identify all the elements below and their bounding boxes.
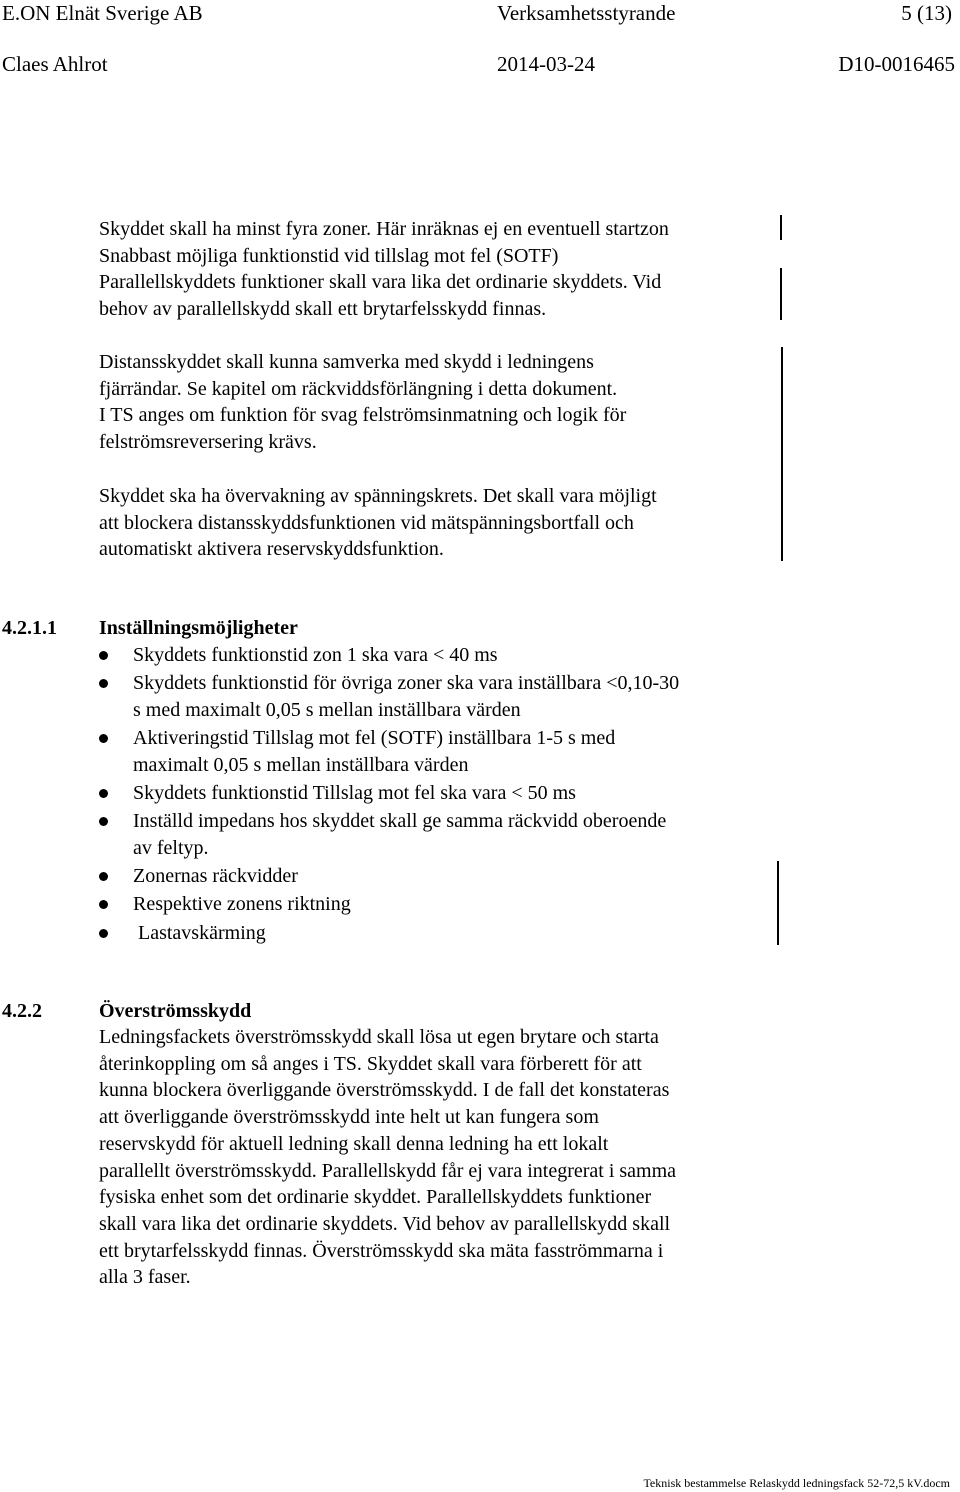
text-line: Ledningsfackets överströmsskydd skall lösa ut egen brytare och starta xyxy=(99,1026,659,1048)
text-line: alla 3 faser. xyxy=(99,1266,191,1289)
change-bar xyxy=(780,268,782,320)
text-line: återinkoppling om så anges i TS. Skyddet skall vara förberett för att xyxy=(99,1052,642,1075)
settings-list xyxy=(99,642,679,946)
text-line: skall vara lika det ordinarie skyddets. Vid behov av parallellskydd skall xyxy=(99,1212,671,1235)
document-id: D10-0016465 xyxy=(838,52,955,76)
text-line: ett brytarfelsskydd finnas. Överströmsskydd ska mäta fasströmmarna i xyxy=(99,1239,664,1262)
text-line: Distansskyddet skall kunna samverka med skydd i ledningens xyxy=(99,351,594,373)
change-bar xyxy=(777,861,779,945)
paragraph-overcurrent xyxy=(99,1024,676,1291)
text-line: kunna blockera överliggande överströmsskydd. I de fall det konstateras xyxy=(99,1079,670,1102)
company-name: E.ON Elnät Sverige AB xyxy=(2,1,203,25)
text-line: Skyddet skall ha minst fyra zoner. Här inräknas ej en eventuell startzon xyxy=(99,218,669,240)
list-item: Lastavskärming xyxy=(99,920,679,947)
change-bar xyxy=(781,347,783,561)
paragraph-zones xyxy=(99,216,669,323)
footer-filename: Teknisk bestammelse Relaskydd ledningsfack 52-72,5 kV.docm xyxy=(643,1476,950,1490)
text-line: I TS anges om funktion för svag felströmsinmatning och logik för xyxy=(99,404,627,427)
section-number: 4.2.2 xyxy=(2,1000,42,1022)
bullet-icon xyxy=(99,929,108,938)
list-item: Aktiveringstid Tillslag mot fel (SOTF) inställbara 1-5 s med maximalt 0,05 s mellan inställbara värden xyxy=(99,725,679,778)
text-line: behov av parallellskydd skall ett brytarfelsskydd finnas. xyxy=(99,298,547,321)
text-line: Skyddet ska ha övervakning av spänningskrets. Det skall vara möjligt xyxy=(99,485,657,507)
section-title: Inställningsmöjligheter xyxy=(99,617,298,639)
list-item: Skyddets funktionstid zon 1 ska vara < 40 ms xyxy=(99,642,679,669)
paragraph-voltage-supervision xyxy=(99,483,657,563)
author: Claes Ahlrot xyxy=(2,52,108,76)
document-date: 2014-03-24 xyxy=(497,52,595,76)
department: Verksamhetsstyrande xyxy=(497,1,676,25)
text-line: automatiskt aktivera reservskyddsfunktion. xyxy=(99,538,444,561)
section-number: 4.2.1.1 xyxy=(2,617,57,639)
list-item: Skyddets funktionstid Tillslag mot fel ska vara < 50 ms xyxy=(99,780,679,807)
text-line: att blockera distansskyddsfunktionen vid mätspänningsbortfall och xyxy=(99,511,634,534)
text-line: parallellt överströmsskydd. Parallellskydd får ej vara integrerat i samma xyxy=(99,1159,677,1182)
list-item: Skyddets funktionstid för övriga zoner ska vara inställbara <0,10-30 s med maximalt 0,05 s mellan inställbara värden xyxy=(99,670,679,723)
bullet-icon xyxy=(99,734,108,743)
bullet-icon xyxy=(99,817,108,826)
paragraph-teleprotection xyxy=(99,349,626,456)
text-line: Parallellskyddets funktioner skall vara lika det ordinarie skyddets. Vid xyxy=(99,271,662,294)
bullet-icon xyxy=(99,872,108,881)
bullet-icon xyxy=(99,900,108,909)
bullet-icon xyxy=(99,789,108,798)
text-line: reservskydd för aktuell ledning skall denna ledning ha ett lokalt xyxy=(99,1132,609,1155)
bullet-icon xyxy=(99,679,108,688)
section-title: Överströmsskydd xyxy=(99,1000,252,1022)
list-item: Respektive zonens riktning xyxy=(99,891,679,918)
list-item: Inställd impedans hos skyddet skall ge samma räckvidd oberoende av feltyp. xyxy=(99,808,679,861)
text-line: Snabbast möjliga funktionstid vid tillslag mot fel (SOTF) xyxy=(99,244,559,267)
list-item: Zonernas räckvidder xyxy=(99,863,679,890)
bullet-icon xyxy=(99,651,108,660)
change-bar xyxy=(780,215,782,240)
text-line: fysiska enhet som det ordinarie skyddet. Parallellskyddets funktioner xyxy=(99,1186,652,1209)
text-line: att överliggande överströmsskydd inte helt ut kan fungera som xyxy=(99,1106,599,1129)
text-line: felströmsreversering krävs. xyxy=(99,431,317,454)
text-line: fjärrändar. Se kapitel om räckviddsförlängning i detta dokument. xyxy=(99,377,618,400)
page-number: 5 (13) xyxy=(901,1,952,25)
